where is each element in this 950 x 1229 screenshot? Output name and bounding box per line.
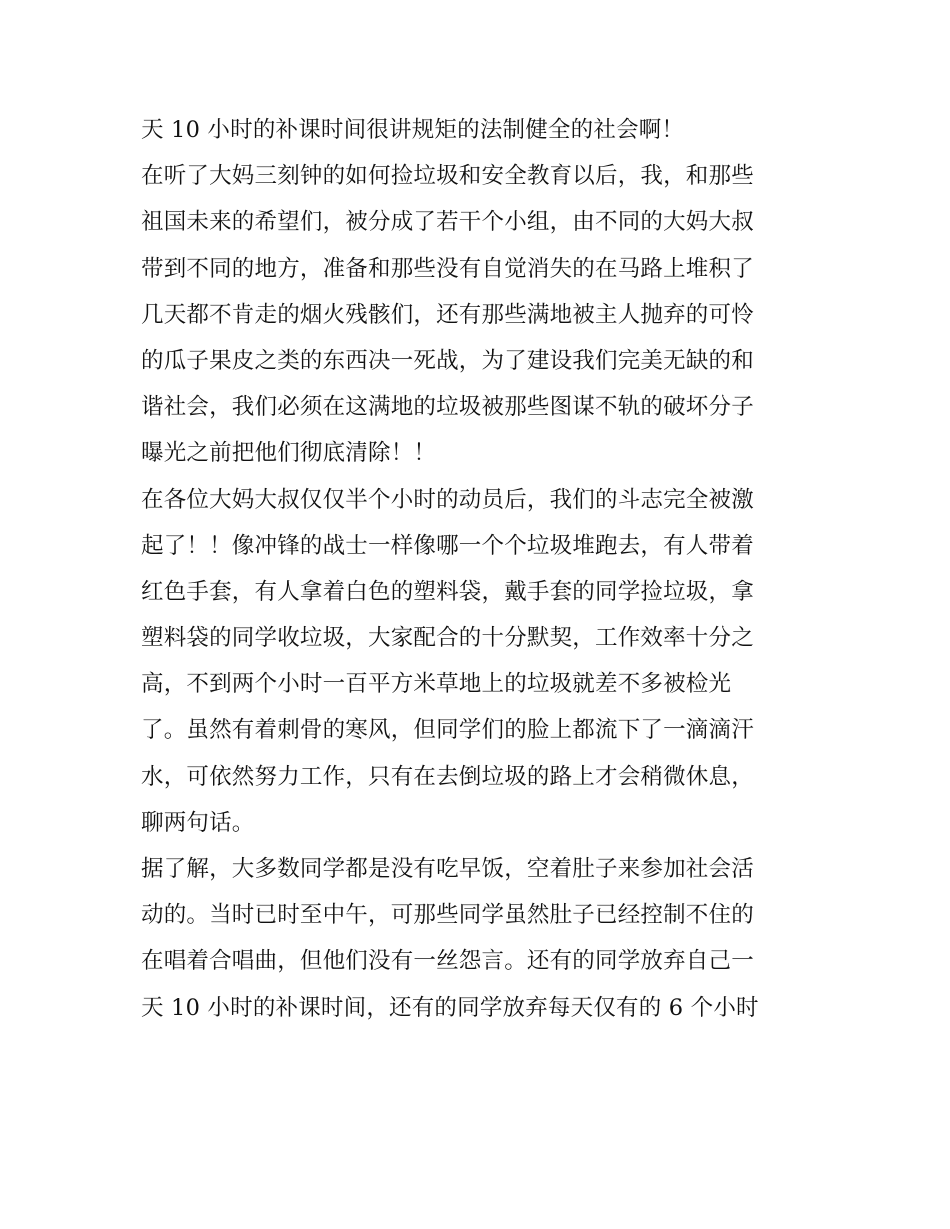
text-line: 曝光之前把他们彻底清除！！ (141, 440, 437, 467)
text-line: 天 10 小时的补课时间，还有的同学放弃每天仅有的 6 个小时 (141, 994, 759, 1021)
text-line: 红色手套，有人拿着白色的塑料袋，戴手套的同学捡垃圾，拿 (141, 578, 754, 605)
text-line: 的瓜子果皮之类的东西决一死战，为了建设我们完美无缺的和 (141, 347, 754, 374)
text-line: 几天都不肯走的烟火残骸们，还有那些满地被主人抛弃的可怜 (141, 301, 754, 328)
text-line: 塑料袋的同学收垃圾，大家配合的十分默契，工作效率十分之 (141, 625, 754, 652)
text-line: 在听了大妈三刻钟的如何捡垃圾和安全教育以后，我，和那些 (141, 163, 754, 190)
text-line: 带到不同的地方，准备和那些没有自觉消失的在马路上堆积了 (141, 255, 754, 282)
text-line: 在各位大妈大叔仅仅半个小时的动员后，我们的斗志完全被激 (141, 486, 754, 513)
text-line: 聊两句话。 (141, 809, 255, 836)
text-line: 了。虽然有着刺骨的寒风，但同学们的脸上都流下了一滴滴汗 (141, 717, 754, 744)
text-line: 起了！！像冲锋的战士一样像哪一个个垃圾堆跑去，有人带着 (141, 532, 754, 559)
body-text (141, 107, 821, 1031)
text-line: 祖国未来的希望们，被分成了若干个小组，由不同的大妈大叔 (141, 209, 754, 236)
text-line: 据了解，大多数同学都是没有吃早饭，空着肚子来参加社会活 (141, 856, 754, 882)
text-line: 谐社会，我们必须在这满地的垃圾被那些图谋不轨的破坏分子 (141, 394, 754, 421)
text-line: 天 10 小时的补课时间很讲规矩的法制健全的社会啊！ (141, 117, 685, 143)
text-line: 高，不到两个小时一百平方米草地上的垃圾就差不多被检光 (141, 671, 732, 698)
text-line: 在唱着合唱曲，但他们没有一丝怨言。还有的同学放弃自己一 (141, 948, 754, 975)
text-line: 动的。当时已时至中午，可那些同学虽然肚子已经控制不住的 (141, 902, 754, 929)
text-line: 水，可依然努力工作，只有在去倒垃圾的路上才会稍微休息， (141, 763, 754, 790)
